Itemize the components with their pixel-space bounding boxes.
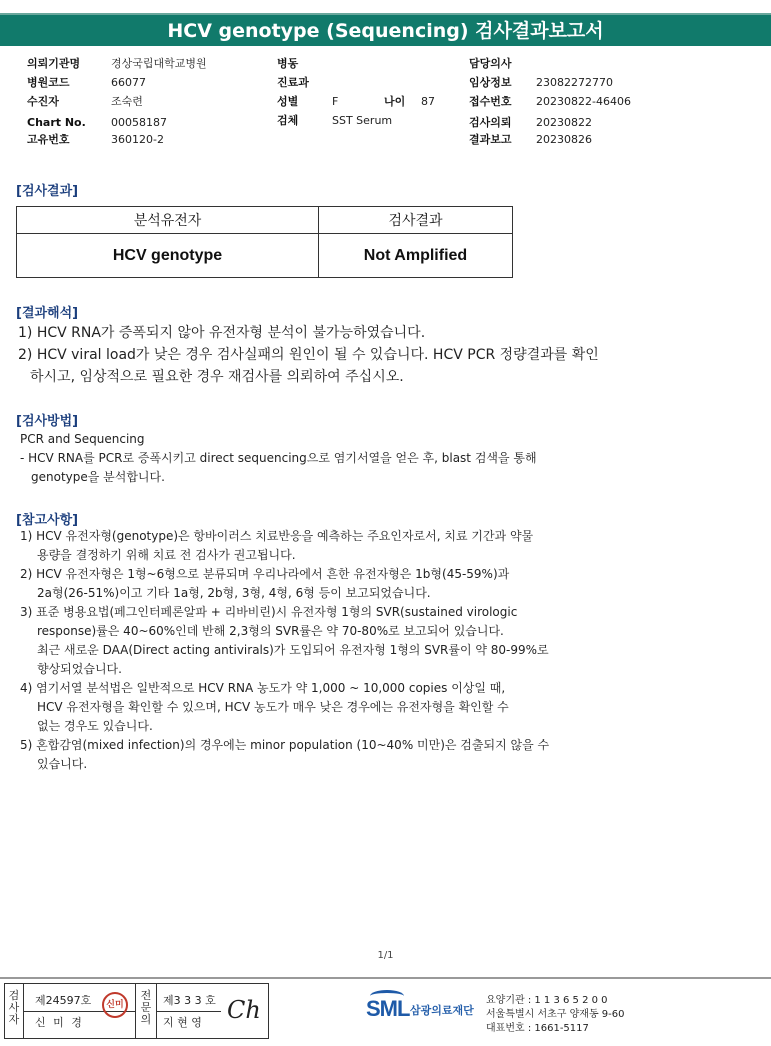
reviewer-name: 지 현 영 (163, 1016, 202, 1029)
info-label: 결과보고 (469, 133, 512, 146)
table-row (17, 234, 513, 278)
note-line: 2) HCV 유전자형은 1형~6형으로 분류되며 우리나라에서 흔한 유전자형은 1b형(45-59%)과 (20, 567, 510, 581)
notes-section-title: [참고사항] (16, 513, 79, 528)
signature-box (4, 983, 269, 1039)
table-header: 분석유전자 (17, 207, 319, 234)
reviewer-label: 전문의 (140, 989, 152, 1026)
interpretation-line: 1) HCV RNA가 증폭되지 않아 유전자형 분석이 불가능하였습니다. (18, 325, 426, 341)
divider (135, 984, 136, 1038)
note-line: 없는 경우도 있습니다. (37, 719, 153, 733)
info-value: 66077 (111, 76, 146, 89)
note-line: 용량을 결정하기 위해 치료 전 검사가 권고됩니다. (37, 548, 296, 562)
info-value: SST Serum (332, 114, 393, 127)
interpretation-text (18, 323, 599, 387)
tester-name: 신 미 경 (35, 1016, 84, 1029)
tester-label: 검사자 (8, 989, 20, 1026)
institution-code: 요양기관 : 1 1 3 6 5 2 0 0 (486, 995, 608, 1006)
info-label: 고유번호 (27, 133, 70, 146)
interpretation-line: 2) HCV viral load가 낮은 경우 검사실패의 원인이 될 수 있습니다. HCV PCR 정량결과를 확인 (18, 347, 599, 363)
phone: 대표번호 : 1661-5117 (486, 1023, 589, 1034)
results-table (16, 206, 513, 278)
note-line: 있습니다. (37, 757, 88, 771)
info-label: 병동 (277, 57, 299, 70)
table-header: 검사결과 (319, 207, 513, 234)
info-label: 병원코드 (27, 76, 70, 89)
report-title: HCV genotype (Sequencing) 검사결과보고서 (0, 13, 771, 46)
info-label: 검체 (277, 114, 299, 127)
divider (156, 1011, 221, 1012)
info-value: 360120-2 (111, 133, 164, 146)
note-line: response)률은 40~60%인데 반해 2,3형의 SVR률은 약 70-80%로 보고되어 있습니다. (37, 624, 504, 638)
signature: Ch (227, 996, 261, 1024)
info-label: Chart No. (27, 116, 86, 129)
method-line: genotype을 분석합니다. (31, 470, 165, 484)
method-text (20, 430, 537, 487)
page-number: 1/1 (377, 950, 394, 961)
info-value: 20230822 (536, 116, 592, 129)
note-line: 최근 새로운 DAA(Direct acting antivirals)가 도입되어 유전자형 1형의 SVR률이 약 80-99%로 (37, 643, 549, 657)
interpretation-line: 하시고, 임상적으로 필요한 경우 재검사를 의뢰하여 주십시오. (30, 369, 404, 385)
info-label: 나이 (384, 95, 406, 108)
note-line: HCV 유전자형을 확인할 수 있으며, HCV 농도가 매우 낮은 경우에는 유전자형을 확인할 수 (37, 700, 509, 714)
info-label: 접수번호 (469, 95, 512, 108)
info-value: 00058187 (111, 116, 167, 129)
logo-text: SML (366, 996, 410, 1021)
footer-divider (0, 977, 771, 979)
info-value: 20230826 (536, 133, 592, 146)
info-label: 담당의사 (469, 57, 512, 70)
info-label: 검사의뢰 (469, 116, 512, 129)
interpretation-section-title: [결과해석] (16, 306, 79, 321)
table-cell: HCV genotype (17, 234, 319, 278)
info-value: 87 (421, 95, 435, 108)
method-section-title: [검사방법] (16, 414, 79, 429)
info-label: 수진자 (27, 95, 59, 108)
info-label: 진료과 (277, 76, 309, 89)
info-value: 조숙련 (111, 95, 143, 108)
method-line: PCR and Sequencing (20, 432, 145, 446)
method-line: - HCV RNA를 PCR로 증폭시키고 direct sequencing으로 염기서열을 얻은 후, blast 검색을 통해 (20, 451, 537, 465)
note-line: 5) 혼합감염(mixed infection)의 경우에는 minor population (10~40% 미만)은 검출되지 않을 수 (20, 738, 550, 752)
info-value: 경상국립대학교병원 (111, 57, 207, 70)
results-section-title: [검사결과] (16, 184, 79, 199)
tester-number: 제24597호 (35, 994, 92, 1007)
note-line: 2a형(26-51%)이고 기타 1a형, 2b형, 3형, 4형, 6형 등이 보고되었습니다. (37, 586, 431, 600)
notes-text (20, 527, 549, 774)
info-label: 성별 (277, 95, 299, 108)
reviewer-number: 제3 3 3 호 (163, 994, 216, 1007)
patient-info (0, 0, 771, 160)
note-line: 4) 염기서열 분석법은 일반적으로 HCV RNA 농도가 약 1,000 ~ 10,000 copies 이상일 때, (20, 681, 506, 695)
note-line: 향상되었습니다. (37, 662, 122, 676)
org-name: 삼광의료재단 (410, 1004, 474, 1017)
info-label: 의뢰기관명 (27, 57, 81, 70)
note-line: 1) HCV 유전자형(genotype)은 항바이러스 치료반응을 예측하는 주요인자로서, 치료 기간과 약물 (20, 529, 534, 543)
info-value: 20230822-46406 (536, 95, 631, 108)
address: 서울특별시 서초구 양재동 9-60 (486, 1009, 625, 1020)
info-label: 임상정보 (469, 76, 512, 89)
table-cell: Not Amplified (319, 234, 513, 278)
note-line: 3) 표준 병용요법(페그인터페론알파 + 리바비린)시 유전자형 1형의 SVR(sustained virologic (20, 605, 518, 619)
info-value: F (332, 95, 339, 108)
info-value: 23082272770 (536, 76, 613, 89)
seal-stamp: 신미 (102, 992, 128, 1018)
